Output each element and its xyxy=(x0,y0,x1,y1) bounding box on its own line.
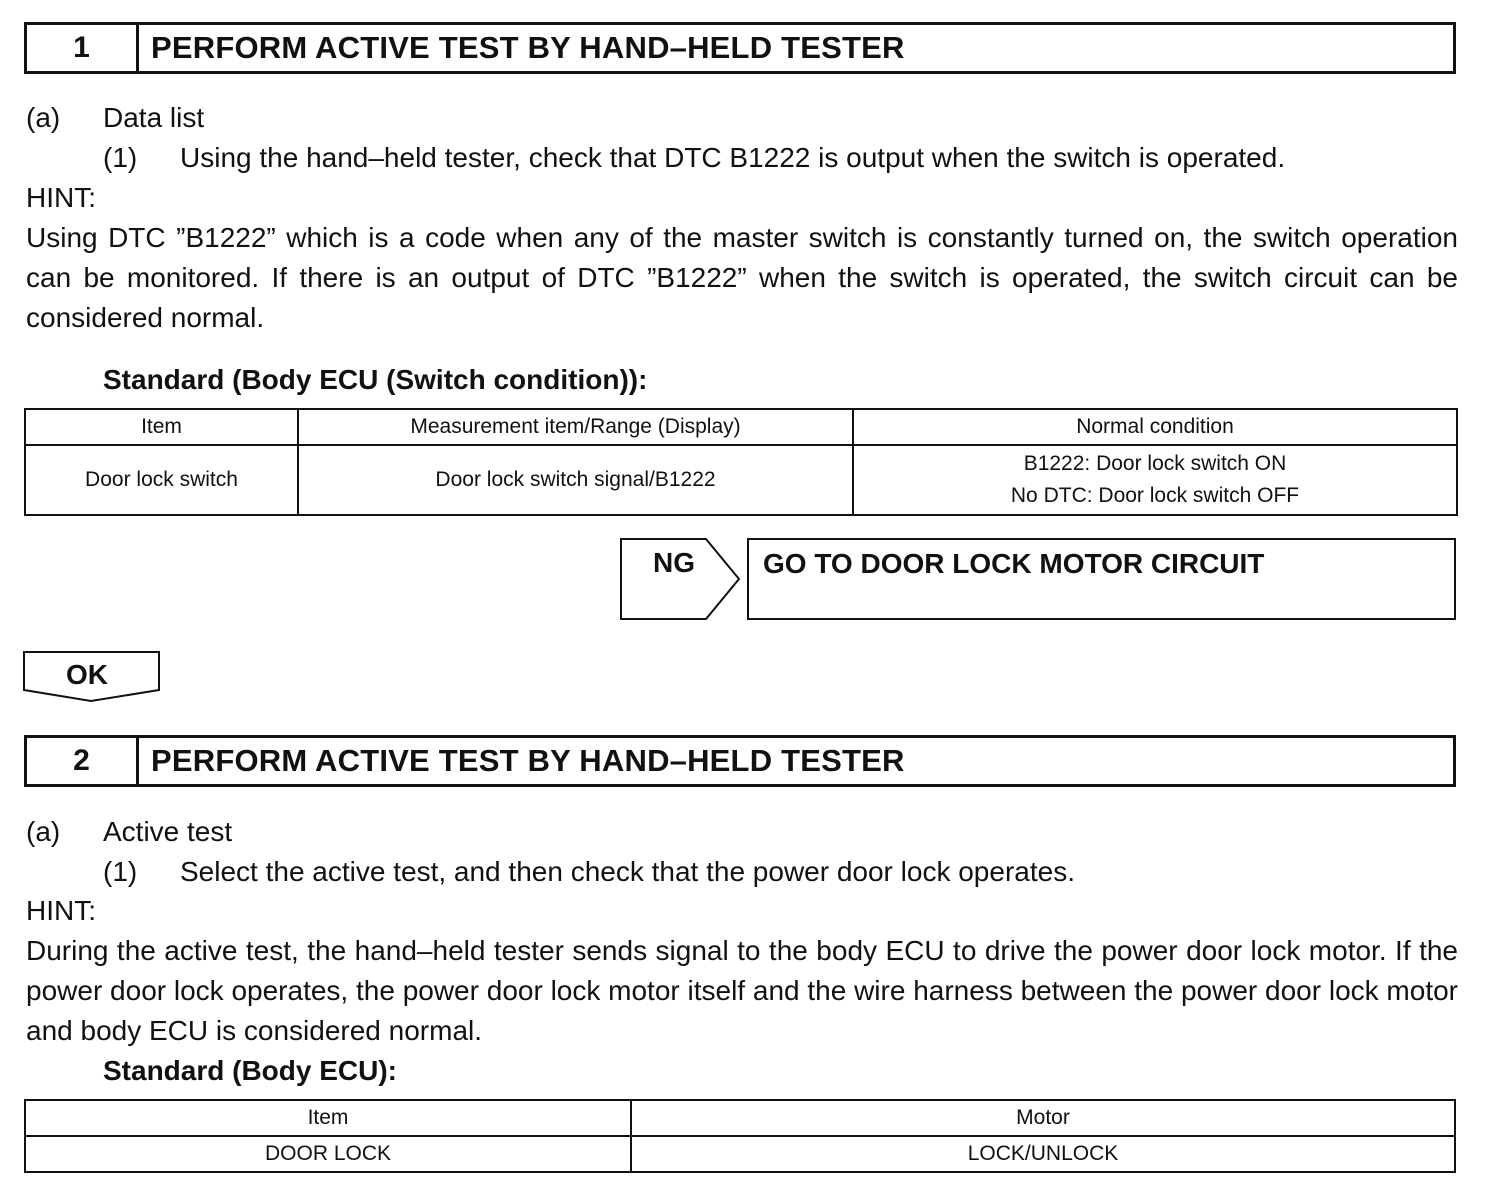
table-header-cell: Measurement item/Range (Display) xyxy=(298,409,853,445)
sub-item-a-label: (a) xyxy=(26,816,61,847)
sub-item-a-text: Active test xyxy=(103,816,233,847)
table-header-row xyxy=(25,1100,1455,1136)
sub-item-a-label: (a) xyxy=(26,102,61,133)
table-header-cell: Item xyxy=(25,1100,631,1136)
table-row xyxy=(25,445,1457,515)
table-header-cell: Item xyxy=(25,409,298,445)
table-header-cell: Normal condition xyxy=(853,409,1457,445)
standard-table xyxy=(24,1099,1456,1173)
hint-label: HINT: xyxy=(26,895,96,926)
table-cell-measurement: Door lock switch signal/B1222 xyxy=(298,445,853,515)
step-1-header xyxy=(24,22,1456,74)
table-header-cell: Motor xyxy=(631,1100,1455,1136)
hint-text: Using DTC ”B1222” which is a code when any of the master switch is constantly turned on, the switch operation can be monitored. If there is an output of DTC ”B1222” when the switch is operated, the switch circuit can be considered normal. xyxy=(26,222,1458,333)
table-cell-normal xyxy=(853,445,1457,515)
normal-condition-line: B1222: Door lock switch ON xyxy=(1023,452,1287,475)
step-2-header xyxy=(24,735,1456,787)
standard-table xyxy=(24,408,1458,516)
step-title: PERFORM ACTIVE TEST BY HAND–HELD TESTER xyxy=(151,743,905,778)
ok-label: OK xyxy=(66,659,108,690)
standard-label: Standard (Body ECU (Switch condition)): xyxy=(103,364,648,395)
ng-action-text: GO TO DOOR LOCK MOTOR CIRCUIT xyxy=(763,548,1265,579)
ng-result-box xyxy=(747,538,1456,620)
sub-item-1-label: (1) xyxy=(103,142,138,173)
sub-item-1-text: Using the hand–held tester, check that DTC B1222 is output when the switch is operated. xyxy=(180,142,1286,173)
hint-text: During the active test, the hand–held tester sends signal to the body ECU to drive the power door lock motor. If the power door lock operates, the power door lock motor itself and the wire harness between the power door lock motor and body ECU is considered normal. xyxy=(26,935,1458,1046)
sub-item-1-label: (1) xyxy=(103,856,138,887)
table-row xyxy=(25,1136,1455,1172)
table-cell-item: DOOR LOCK xyxy=(25,1136,631,1172)
step-number: 1 xyxy=(27,25,139,71)
normal-condition-line: No DTC: Door lock switch OFF xyxy=(1010,484,1300,507)
hint-label: HINT: xyxy=(26,182,96,213)
table-cell-item: Door lock switch xyxy=(25,445,298,515)
sub-item-a-text: Data list xyxy=(103,102,205,133)
ng-label: NG xyxy=(653,547,695,578)
step-number: 2 xyxy=(27,738,139,784)
standard-label: Standard (Body ECU): xyxy=(103,1055,397,1086)
sub-item-1-text: Select the active test, and then check that the power door lock operates. xyxy=(180,856,1075,887)
table-cell-motor: LOCK/UNLOCK xyxy=(631,1136,1455,1172)
table-header-row xyxy=(25,409,1457,445)
step-title: PERFORM ACTIVE TEST BY HAND–HELD TESTER xyxy=(151,30,905,65)
